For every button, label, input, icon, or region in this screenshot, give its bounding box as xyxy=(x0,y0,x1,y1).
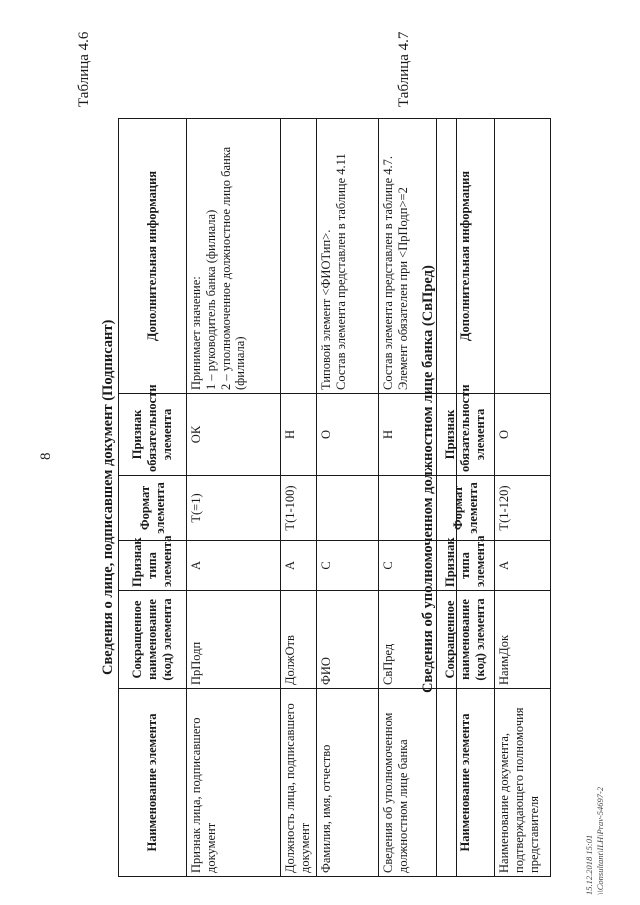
footer-timestamp: 15.12.2018 15:01 xyxy=(584,834,594,895)
element-name-cell: Должность лица, подписавшего документ xyxy=(281,689,317,877)
info-line: 2 – уполномоченное должностное лицо банка (филиала) xyxy=(218,146,248,390)
header-cell: Наименование элемента xyxy=(437,689,495,877)
table-4-7-label: Таблица 4.7 xyxy=(396,31,412,107)
element-required-cell: Н xyxy=(379,394,457,476)
info-line: 1 – руководитель банка (филиала) xyxy=(203,209,218,390)
header-cell: Формат элемента xyxy=(437,476,495,541)
element-name-cell: Признак лица, подписавшего документ xyxy=(187,689,281,877)
footer-path: \\Consultant\ILH\Prav-54697-2 xyxy=(594,786,605,895)
table-4-7 xyxy=(436,118,551,877)
info-line: Состав элемента представлен в таблице 4.7. xyxy=(381,155,395,390)
footer-stamp xyxy=(584,787,605,895)
element-name-cell: Сведения об уполномоченном должностном лице банка xyxy=(379,689,457,877)
element-required-cell: О xyxy=(317,394,379,476)
table-row xyxy=(281,119,317,877)
header-cell: Дополнительная информация xyxy=(437,119,495,394)
page-number: 8 xyxy=(38,452,54,460)
element-info-cell xyxy=(187,119,281,394)
table-4-6-caption: Сведения о лице, подписавшем документ (Подписант) xyxy=(100,319,116,675)
element-type-cell: А xyxy=(187,541,281,591)
info-line: Типовой элемент <ФИОТип>. xyxy=(319,229,333,390)
element-format-cell: T(=1) xyxy=(187,476,281,541)
table-4-6-label: Таблица 4.6 xyxy=(76,31,92,107)
header-cell: Сокращенное наименование (код) элемента xyxy=(437,591,495,689)
header-cell: Признак типа элемента xyxy=(437,541,495,591)
info-line: Состав элемента представлен в таблице 4.11 xyxy=(333,153,348,390)
table-row xyxy=(187,119,281,877)
element-type-cell: А xyxy=(495,541,551,591)
element-format-cell: T(1-120) xyxy=(495,476,551,541)
element-format-cell xyxy=(317,476,379,541)
element-code-cell: СвПред xyxy=(379,591,457,689)
table-row xyxy=(495,119,551,877)
element-format-cell: T(1-100) xyxy=(281,476,317,541)
element-required-cell: О xyxy=(495,394,551,476)
header-cell: Признак типа элемента xyxy=(119,541,187,591)
table-row xyxy=(317,119,379,877)
header-cell: Дополнительная информация xyxy=(119,119,187,394)
element-info-cell xyxy=(317,119,379,394)
element-code-cell: НаимДок xyxy=(495,591,551,689)
element-info-cell xyxy=(281,119,317,394)
element-name-cell: Наименование документа, подтверждающего полномочия представителя xyxy=(495,689,551,877)
element-type-cell: С xyxy=(317,541,379,591)
header-cell: Сокращенное наименование (код) элемента xyxy=(119,591,187,689)
element-type-cell: А xyxy=(281,541,317,591)
element-code-cell: ПрПодп xyxy=(187,591,281,689)
table-4-7-caption: Сведения об уполномоченном должностном лице банка (СвПред) xyxy=(420,265,436,693)
table-4-6-header-row xyxy=(119,119,187,877)
element-required-cell: Н xyxy=(281,394,317,476)
header-cell: Формат элемента xyxy=(119,476,187,541)
element-name-cell: Фамилия, имя, отчество xyxy=(317,689,379,877)
header-cell: Наименование элемента xyxy=(119,689,187,877)
header-cell: Признак обязательности элемента xyxy=(437,394,495,476)
info-line: Элемент обязателен при <ПрПодп>=2 xyxy=(395,187,410,390)
element-required-cell: ОК xyxy=(187,394,281,476)
table-4-6 xyxy=(118,118,457,877)
element-code-cell: ФИО xyxy=(317,591,379,689)
table-4-7-header-row xyxy=(437,119,495,877)
element-code-cell: ДолжОтв xyxy=(281,591,317,689)
element-info-cell xyxy=(495,119,551,394)
info-line: Принимает значение: xyxy=(189,276,203,390)
element-type-cell: С xyxy=(379,541,457,591)
header-cell: Признак обязательности элемента xyxy=(119,394,187,476)
